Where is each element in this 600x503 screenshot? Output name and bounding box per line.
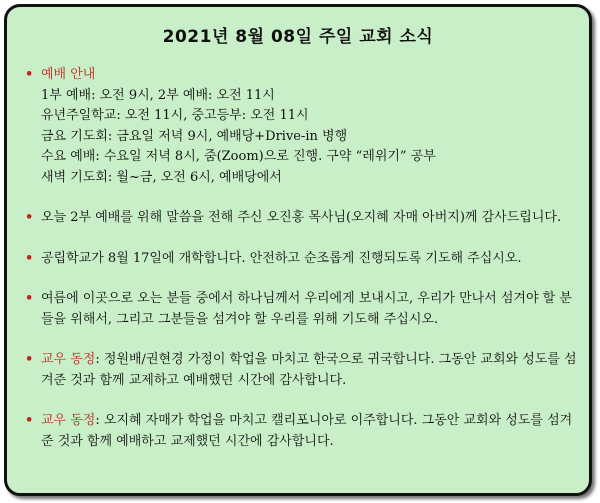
announcement-content <box>25 65 577 452</box>
member-news-label: 교우 동정 <box>41 352 96 367</box>
notice-text: 공립학교가 8월 17일에 개학합니다. 안전하고 순조롭게 진행되도록 기도해 주십시오. <box>41 250 522 266</box>
notice-school-opening <box>25 249 577 270</box>
member-news-text: : 정원배/권현경 가정이 학업을 마치고 한국으로 귀국합니다. 그동안 교회와 성도를 섬겨준 것과 함께 교제하고 예배했던 시간에 감사합니다. <box>41 352 577 388</box>
member-news-label: 교우 동정 <box>41 413 96 428</box>
member-news-1 <box>25 350 577 391</box>
worship-schedule-section <box>25 65 577 188</box>
bullet-icon: • <box>25 352 34 367</box>
member-news-2 <box>25 411 577 452</box>
notice-thanks-preacher <box>25 208 577 229</box>
bullet-icon: • <box>25 413 34 428</box>
page-title: 2021년 8월 08일 주일 교회 소식 <box>162 27 434 47</box>
worship-line-5: 새벽 기도회: 월~금, 오전 6시, 예배당에서 <box>41 169 282 185</box>
bullet-icon: • <box>25 250 34 266</box>
member-news-text: : 오지혜 자매가 학업을 마치고 캘리포니아로 이주합니다. 그동안 교회와 성도를 섬겨준 것과 함께 예배하고 교제했던 시간에 감사합니다. <box>41 413 573 449</box>
notice-text: 오늘 2부 예배를 위해 말씀을 전해 주신 오진홍 목사님(오지혜 자매 아버지)께 감사드립니다. <box>41 210 562 225</box>
worship-line-3: 금요 기도회: 금요일 저녁 9시, 예배당+Drive-in 병행 <box>41 128 348 144</box>
announcement-board <box>4 4 592 496</box>
bullet-icon: • <box>25 210 34 225</box>
bullet-icon: • <box>25 67 34 82</box>
notice-text: 여름에 이곳으로 오는 분들 중에서 하나님께서 우리에게 보내시고, 우리가 만나서 섬겨야 할 분들을 위해서, 그리고 그분들을 섬겨야 할 우리를 위해 기도해 주십시오. <box>41 291 572 327</box>
worship-line-2: 유년주일학교: 오전 11시, 중고등부: 오전 11시 <box>41 108 309 123</box>
worship-line-1: 1부 예배: 오전 9시, 2부 예배: 오전 11시 <box>41 87 275 103</box>
notice-prayer-request <box>25 289 577 330</box>
worship-line-4: 수요 예배: 수요일 저녁 8시, 줌(Zoom)으로 진행. 구약 “레위기” 공부 <box>41 149 436 164</box>
bullet-icon: • <box>25 291 34 306</box>
worship-heading: 예배 안내 <box>41 67 96 82</box>
